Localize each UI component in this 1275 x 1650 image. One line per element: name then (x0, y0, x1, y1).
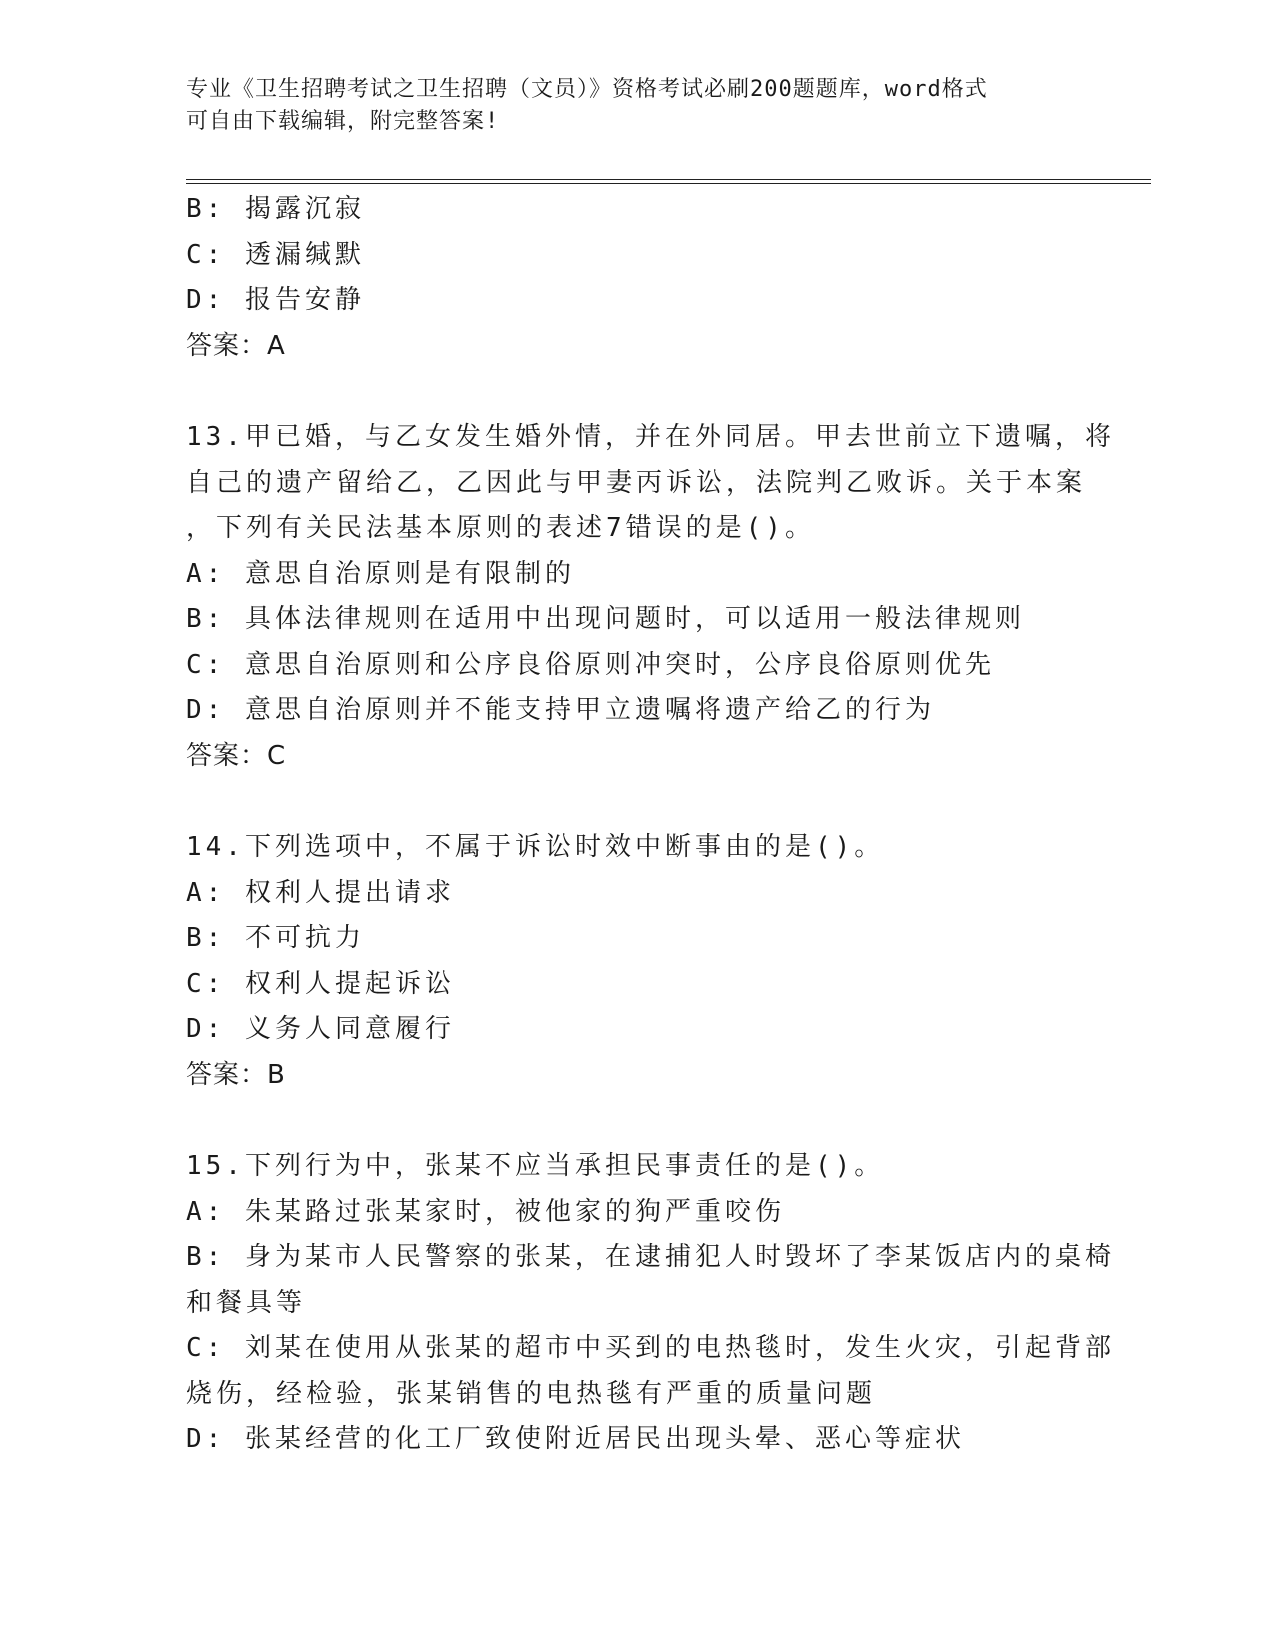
option-c: C: 刘某在使用从张某的超市中买到的电热毯时，发生火灾，引起背部 (186, 1333, 1115, 1363)
option-a: A: 意思自治原则是有限制的 (186, 558, 575, 589)
question-14 (186, 825, 1086, 1098)
question-13 (186, 415, 1115, 779)
option-b: B: 不可抗力 (186, 923, 365, 953)
option-c: C: 权利人提起诉讼 (186, 968, 455, 999)
header-title-line-2: 可自由下载编辑，附完整答案! (186, 109, 500, 134)
spacer (186, 779, 1086, 825)
question-12-tail (186, 187, 1086, 369)
question-stem-line: 15.下列行为中，张某不应当承担民事责任的是()。 (186, 1151, 885, 1181)
option-d: D: 张某经营的化工厂致使附近居民出现头晕、恶心等症状 (186, 1424, 965, 1454)
question-stem-line: ，下列有关民法基本原则的表述7错误的是()。 (186, 513, 815, 543)
option-b: B: 身为某市人民警察的张某，在逮捕犯人时毁坏了李某饭店内的桌椅 (186, 1242, 1115, 1272)
header-title-line-1: 专业《卫生招聘考试之卫生招聘（文员）》资格考试必刷200题题库，word格式 (186, 77, 988, 102)
question-stem-line: 13.甲已婚，与乙女发生婚外情，并在外同居。甲去世前立下遗嘱，将 (186, 422, 1115, 452)
spacer (186, 369, 1086, 415)
option-d: D: 报告安静 (186, 285, 365, 315)
answer-label: 答案：A (186, 330, 286, 361)
header-divider-top (186, 179, 1151, 180)
option-a: A: 朱某路过张某家时，被他家的狗严重咬伤 (186, 1196, 785, 1227)
header-divider-bottom (186, 183, 1151, 184)
answer-label: 答案：C (186, 740, 287, 771)
spacer (186, 1098, 1086, 1144)
question-15 (186, 1144, 1115, 1463)
question-content (186, 187, 1115, 1463)
option-c-continuation: 烧伤，经检验，张某销售的电热毯有严重的质量问题 (186, 1378, 877, 1409)
answer-label: 答案：B (186, 1059, 286, 1090)
question-stem-line: 自己的遗产留给乙，乙因此与甲妻丙诉讼，法院判乙败诉。关于本案 (186, 467, 1087, 498)
question-stem-line: 14.下列选项中，不属于诉讼时效中断事由的是()。 (186, 832, 885, 862)
option-d: D: 意思自治原则并不能支持甲立遗嘱将遗产给乙的行为 (186, 695, 935, 725)
option-a: A: 权利人提出请求 (186, 877, 455, 908)
option-c: C: 意思自治原则和公序良俗原则冲突时，公序良俗原则优先 (186, 649, 995, 680)
option-b: B: 揭露沉寂 (186, 194, 365, 224)
option-c: C: 透漏缄默 (186, 239, 365, 270)
option-d: D: 义务人同意履行 (186, 1014, 455, 1044)
document-header (186, 74, 1086, 138)
option-b: B: 具体法律规则在适用中出现问题时，可以适用一般法律规则 (186, 604, 1025, 634)
option-b-continuation: 和餐具等 (186, 1287, 307, 1318)
